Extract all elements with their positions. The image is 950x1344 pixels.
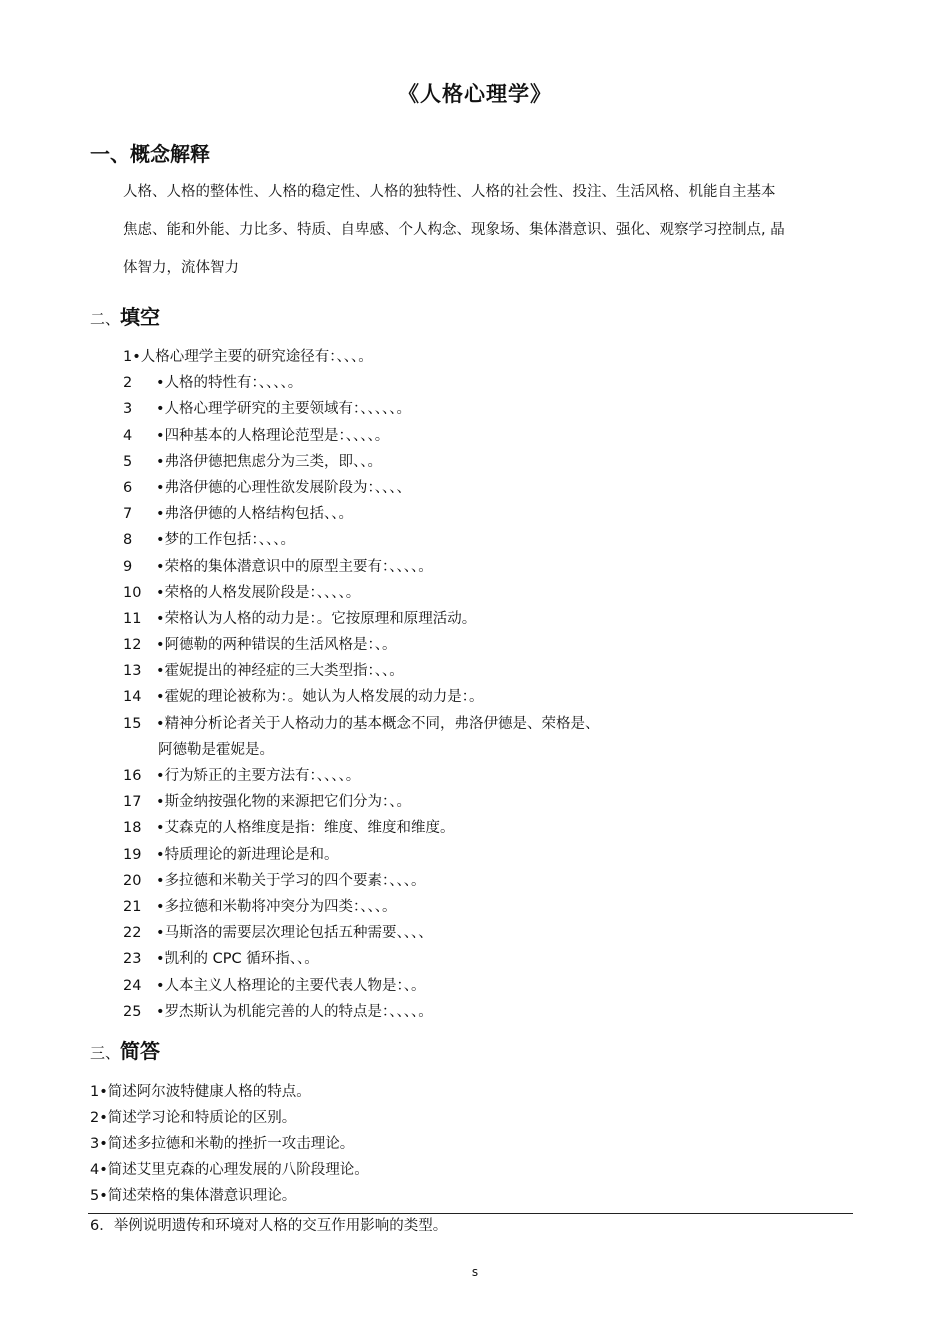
item-text-value: 多拉德和米勒将冲突分为四类：、、、。 — [164, 898, 397, 915]
item-text — [156, 895, 397, 916]
list-item — [123, 371, 600, 397]
item-text-value: 弗洛伊德把焦虑分为三类，即、、。 — [164, 453, 383, 470]
short-answer-list — [90, 1080, 369, 1210]
item-number-value: 6 — [123, 479, 133, 496]
item-number — [123, 794, 156, 810]
list-item: 4•简述艾里克森的心理发展的八阶段理论。 — [90, 1162, 369, 1178]
list-item — [123, 816, 600, 842]
list-item — [123, 502, 600, 528]
item-number-value: 12 — [123, 637, 142, 654]
item-separator: • — [156, 1003, 165, 1020]
list-item — [123, 1000, 600, 1026]
item-text — [156, 659, 404, 680]
list-item: 3•简述多拉德和米勒的挫折一攻击理论。 — [90, 1136, 355, 1152]
list-item: 5•简述荣格的集体潜意识理论。 — [90, 1188, 297, 1204]
item-text-value: 人格心理学研究的主要领域有：、、、、、。 — [164, 401, 412, 418]
list-item — [123, 974, 600, 1000]
list-item — [123, 869, 600, 895]
item-separator: • — [156, 610, 165, 627]
item-text — [156, 607, 476, 628]
item-text — [156, 397, 411, 418]
item-number — [123, 532, 156, 548]
item-number-value: 11 — [123, 610, 142, 627]
item-separator: • — [156, 375, 165, 392]
fill-blank-list — [123, 345, 600, 1026]
list-item — [123, 764, 600, 790]
item-number-value: 17 — [123, 794, 142, 811]
item-number — [123, 375, 156, 391]
item-text-value: 特质理论的新进理论是和。 — [164, 846, 339, 863]
item-separator: • — [156, 558, 165, 575]
item-text-value: 四种基本的人格理论范型是：、、、、。 — [164, 427, 390, 444]
item-separator: • — [156, 401, 165, 418]
list-item: 1•简述阿尔波特健康人格的特点。 — [90, 1084, 311, 1100]
list-item — [123, 790, 600, 816]
list-item — [123, 397, 600, 423]
item-text — [156, 685, 484, 706]
item-text — [156, 1000, 433, 1021]
item-text-value: 阿德勒的两种错误的生活风格是：、。 — [164, 637, 397, 654]
item-text — [156, 424, 389, 445]
list-item — [123, 921, 600, 947]
item-separator: • — [156, 637, 165, 654]
item-text-value: 人格心理学主要的研究途径有：、、、。 — [140, 349, 373, 365]
item-text — [156, 581, 360, 602]
item-text — [156, 528, 295, 549]
list-item — [123, 633, 600, 659]
list-item: 2•简述学习论和特质论的区别。 — [90, 1110, 297, 1126]
item-number — [123, 585, 156, 601]
item-number-value: 22 — [123, 925, 142, 942]
item-text — [156, 476, 411, 497]
item-text-value: 荣格的集体潜意识中的原型主要有：、、、、。 — [164, 558, 433, 575]
item-text — [156, 816, 455, 837]
item-number — [123, 820, 156, 836]
item-text-value: 马斯洛的需要层次理论包括五种需要、、、、 — [164, 925, 433, 942]
item-text — [156, 371, 302, 392]
list-item — [123, 345, 600, 371]
item-text-value: 弗洛伊德的人格结构包括、、。 — [164, 506, 354, 523]
item-separator: • — [156, 532, 165, 549]
list-item — [123, 581, 600, 607]
item-separator: • — [156, 846, 165, 863]
item-number-value: 3 — [123, 401, 133, 418]
item-separator: • — [156, 977, 165, 994]
item-text — [156, 555, 433, 576]
item-number-value: 23 — [123, 951, 142, 968]
concepts-line: 体智力，流体智力 — [123, 260, 239, 276]
page-marker: s — [471, 1265, 479, 1279]
item-text-value: 弗洛伊德的心理性欲发展阶段为：、、、、 — [164, 479, 412, 496]
item-separator: • — [156, 715, 165, 732]
list-item — [123, 659, 600, 685]
item-text-value: 斯金纳按强化物的来源把它们分为：、。 — [164, 794, 412, 811]
item-number — [123, 716, 156, 732]
item-separator: • — [156, 584, 165, 601]
item-text — [156, 450, 382, 471]
item-number-value: 16 — [123, 768, 142, 784]
section-heading-fill — [90, 301, 160, 330]
item-number-value: 5 — [123, 453, 133, 470]
item-number — [123, 1004, 156, 1020]
list-item — [123, 607, 600, 633]
item-number-value: 13 — [123, 663, 142, 680]
item-number — [123, 689, 156, 705]
item-number — [123, 978, 156, 994]
list-item — [123, 424, 600, 450]
item-separator: • — [156, 427, 165, 444]
item-number — [123, 480, 156, 496]
item-number — [123, 401, 156, 417]
concepts-paragraph — [123, 173, 863, 287]
item-number — [123, 637, 156, 653]
item-number-value: 19 — [123, 846, 142, 863]
item-number — [123, 899, 156, 915]
item-number-value: 21 — [123, 898, 142, 915]
list-item: 6．举例说明遗传和环境对人格的交互作用影响的类型。 — [90, 1218, 448, 1234]
list-item — [123, 528, 600, 554]
section-heading-text: 一、概念解释 — [90, 142, 210, 166]
item-separator: • — [156, 925, 165, 942]
item-number-value: 18 — [123, 820, 142, 837]
concepts-line: 人格、人格的整体性、人格的稳定性、人格的独特性、人格的社会性、投注、生活风格、机能自主基本 — [123, 184, 776, 200]
section-prefix: 三、 — [90, 1044, 121, 1062]
item-text-value: 人格的特性有：、、、、。 — [164, 375, 303, 392]
item-number — [123, 663, 156, 679]
item-text-value: 人本主义人格理论的主要代表人物是：、。 — [164, 977, 426, 994]
item-separator: • — [156, 663, 165, 680]
item-text-value: 荣格认为人格的动力是：。它按原理和原理活动。 — [164, 610, 477, 627]
list-item — [123, 555, 600, 581]
item-separator: • — [156, 768, 165, 784]
item-number-value: 9 — [123, 558, 133, 575]
item-text-value: 凯利的 CPC 循环指、、。 — [164, 951, 319, 968]
item-separator: • — [156, 898, 165, 915]
item-number-value: 24 — [123, 977, 142, 994]
item-text-value: 艾森克的人格维度是指：维度、维度和维度。 — [164, 820, 455, 837]
item-number — [123, 454, 156, 470]
section-heading-text: 简答 — [120, 1039, 161, 1063]
list-item — [123, 476, 600, 502]
item-number — [123, 873, 156, 889]
item-number — [123, 768, 156, 784]
item-number — [123, 428, 156, 444]
section-heading-short-answer — [90, 1035, 160, 1064]
document-title: 《人格心理学》 — [398, 82, 552, 106]
item-number — [123, 506, 156, 522]
item-text-value: 霍妮提出的神经症的三大类型指：、、。 — [164, 663, 404, 680]
item-number — [123, 951, 156, 967]
item-number-value: 2 — [123, 375, 133, 392]
item-separator: • — [132, 349, 141, 365]
item-number-value: 1 — [123, 349, 133, 365]
section-heading-text: 填空 — [120, 305, 161, 329]
item-separator: • — [156, 820, 165, 837]
item-separator: • — [156, 506, 165, 523]
item-text-value: 精神分析论者关于人格动力的基本概念不同，弗洛伊德是、荣格是、 — [164, 715, 600, 732]
item-number-value: 15 — [123, 715, 142, 732]
item-number-value: 10 — [123, 584, 142, 601]
item-number-value: 20 — [123, 872, 142, 889]
list-item — [123, 712, 600, 738]
list-item-continuation: 阿德勒是霍妮是。 — [158, 741, 274, 758]
item-number — [123, 349, 141, 365]
item-text — [156, 502, 353, 523]
item-text — [156, 712, 600, 733]
item-text — [156, 843, 339, 864]
item-separator: • — [156, 951, 165, 968]
item-text-value: 罗杰斯认为机能完善的人的特点是：、、、、。 — [164, 1003, 433, 1020]
item-number-value: 25 — [123, 1003, 142, 1020]
concepts-line: 焦虑、能和外能、力比多、特质、自卑感、个人构念、现象场、集体潜意识、强化、观察学习控制点, 晶 — [123, 222, 785, 238]
list-item — [123, 685, 600, 711]
item-text — [156, 633, 397, 654]
item-separator: • — [156, 794, 165, 811]
item-text-value: 梦的工作包括：、、、。 — [164, 532, 296, 549]
item-text — [156, 869, 426, 890]
item-number-value: 4 — [123, 427, 133, 444]
item-number — [123, 925, 156, 941]
list-item — [123, 947, 600, 973]
list-item — [123, 450, 600, 476]
item-text-value: 行为矫正的主要方法有：、、、、。 — [164, 768, 361, 784]
item-number-value: 14 — [123, 689, 142, 706]
item-separator: • — [156, 872, 165, 889]
item-separator: • — [156, 453, 165, 470]
item-text-value: 荣格的人格发展阶段是：、、、、。 — [164, 584, 361, 601]
list-item — [123, 843, 600, 869]
item-separator: • — [156, 479, 165, 496]
item-text — [141, 345, 373, 366]
item-text — [156, 921, 433, 942]
item-text — [156, 764, 360, 785]
item-number — [123, 559, 156, 575]
item-number-value: 7 — [123, 506, 133, 523]
section-prefix: 二、 — [90, 310, 121, 328]
item-number — [123, 611, 156, 627]
item-number-value: 8 — [123, 532, 133, 549]
section-heading-concepts — [90, 138, 210, 167]
item-text — [156, 790, 411, 811]
item-number — [123, 847, 156, 863]
item-separator: • — [156, 689, 165, 706]
item-text — [156, 974, 426, 995]
item-text-value: 霍妮的理论被称为：。她认为人格发展的动力是：。 — [164, 689, 484, 706]
item-text-value: 多拉德和米勒关于学习的四个要素：、、、。 — [164, 872, 426, 889]
item-text — [156, 947, 319, 968]
list-item — [123, 895, 600, 921]
